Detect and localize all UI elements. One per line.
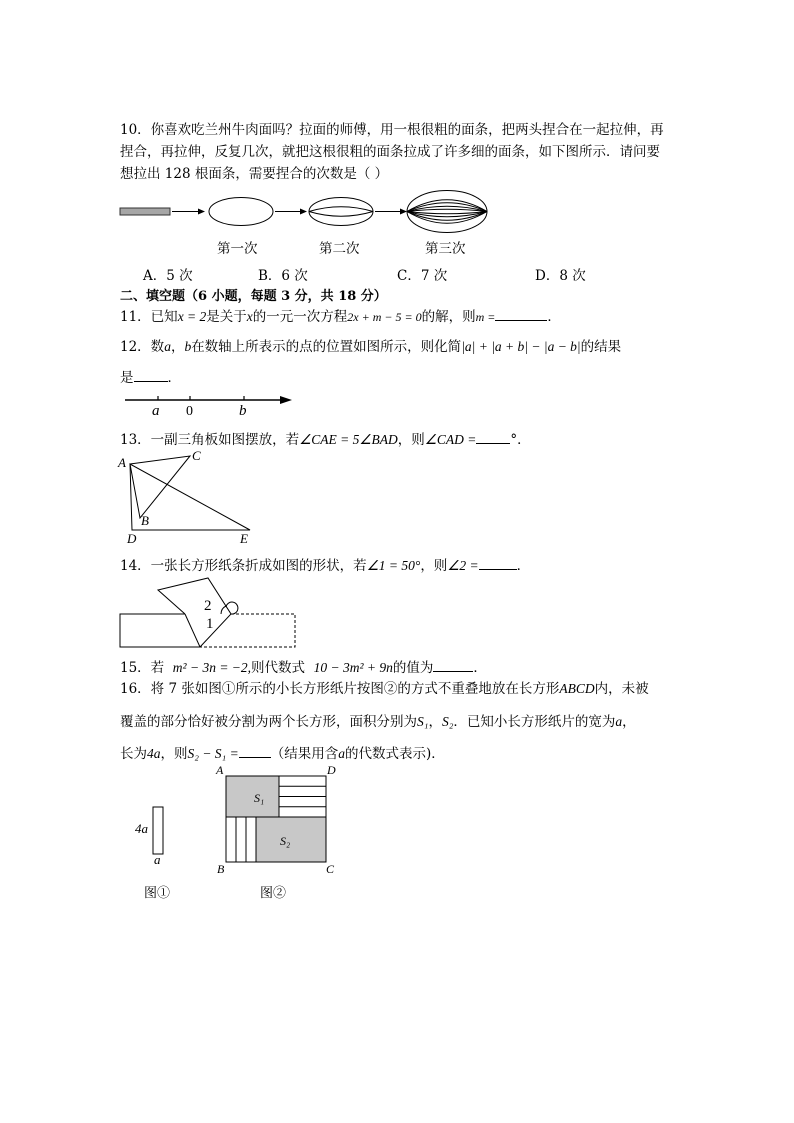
label-D: D (127, 531, 137, 546)
axis-label-b: b (239, 403, 247, 418)
q16-line3: 长为4a，则S₂ − S₁ = （结果用含a的代数式表示)． (120, 746, 445, 762)
number-line (120, 388, 300, 418)
q12-line1: 12．数a，b在数轴上所表示的点的位置如图所示，则化简|a| + |a + b| − |a − b|的结果 (120, 339, 622, 355)
fig1-caption: 图① (144, 886, 171, 901)
section-heading: 二、填空题（6 小题，每题 3 分，共 18 分） (120, 289, 387, 304)
label-A: A (118, 455, 126, 470)
q10-line2: 捏合，再拉伸，反复几次，就把这根很粗的面条拉成了许多细的面条，如下图所示．请问要 (120, 144, 660, 160)
fig2-label-B: B (217, 862, 225, 876)
fig2-label-D: D (327, 763, 336, 777)
option-c: C．7 次 (397, 268, 448, 284)
region-s1 (226, 776, 279, 817)
option-d: D．8 次 (535, 268, 586, 284)
answer-blank (479, 557, 517, 570)
q16-line1: 16．将 7 张如图①所示的小长方形纸片按图②的方式不重叠地放在长方形ABCD内，未被 (120, 681, 649, 697)
fig2-label-C: C (326, 862, 335, 876)
q16-line2: 覆盖的部分恰好被分割为两个长方形，面积分别为S₁，S₂．已知小长方形纸片的宽为a， (120, 714, 636, 730)
answer-blank (476, 431, 510, 444)
axis-label-a: a (152, 403, 160, 418)
fig1-bottom-label: a (154, 852, 161, 867)
option-b: B．6 次 (258, 268, 308, 284)
answer-blank (134, 369, 168, 382)
label-B: B (141, 513, 149, 528)
axis-label-zero: 0 (186, 404, 193, 418)
q10-line1: 10．你喜欢吃兰州牛肉面吗？拉面的师傅，用一根很粗的面条，把两头捏合在一起拉伸，再 (120, 122, 664, 138)
angle-label-1: 1 (206, 616, 214, 632)
fig2-label-S1: S₁ (254, 791, 265, 805)
fig1-side-label: 4a (135, 821, 148, 836)
q11: 11．已知x = 2是关于x的一元一次方程2x + m − 5 = 0的解，则m = ． (120, 309, 561, 325)
thick-noodle-bar (120, 208, 170, 215)
ellipse-step1 (209, 198, 273, 226)
q13: 13．一副三角板如图摆放，若∠CAE = 5∠BAD，则∠CAD = °． (120, 432, 531, 448)
q10-line3: 想拉出 128 根面条，需要捏合的次数是（ ） (120, 166, 389, 182)
q14: 14．一张长方形纸条折成如图的形状，若∠1 = 50°，则∠2 = ． (120, 558, 531, 574)
fig2-caption: 图② (260, 886, 287, 901)
fig2-label-S2: S₂ (280, 834, 291, 848)
label-C: C (192, 448, 201, 463)
ellipse-step3 (407, 191, 487, 233)
figure-1 (130, 800, 190, 875)
step2-label: 第二次 (319, 241, 360, 257)
answer-blank (433, 659, 473, 672)
q12-line2: 是 ． (120, 370, 181, 386)
region-s2 (256, 817, 326, 862)
axis-arrow-icon (280, 396, 292, 404)
angle-label-2: 2 (204, 598, 212, 614)
folded-strip-figure (115, 572, 305, 652)
triangle-set-figure (115, 446, 265, 550)
ellipse-step2 (309, 198, 373, 226)
step3-label: 第三次 (425, 241, 466, 257)
step1-label: 第一次 (217, 241, 258, 257)
fig2-label-A: A (216, 763, 224, 777)
figure-2 (212, 762, 347, 880)
q15: 15．若 m² − 3n = −2,则代数式 10 − 3m² + 9n的值为 ． (120, 660, 487, 676)
option-a: A．5 次 (143, 268, 193, 284)
label-E: E (240, 531, 248, 546)
answer-blank (239, 745, 271, 758)
answer-blank (495, 308, 547, 321)
